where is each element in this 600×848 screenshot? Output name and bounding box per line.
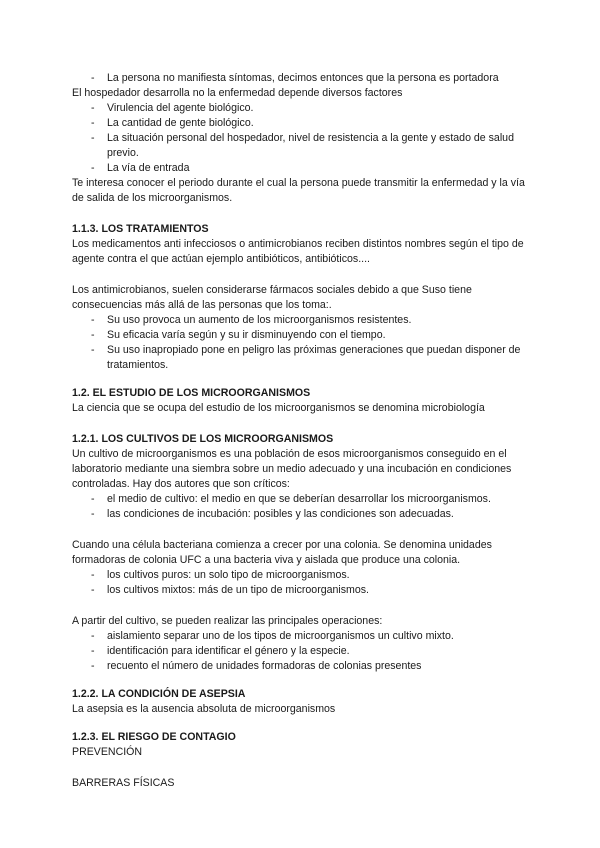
section-heading-1-2: 1.2. EL ESTUDIO DE LOS MICROORGANISMOS (72, 387, 311, 399)
list-item: - identificación para identificar el género y la especie. (72, 644, 532, 659)
document-page (72, 71, 532, 791)
list-item: - los cultivos mixtos: más de un tipo de microorganismos. (72, 583, 532, 598)
list-item: - La situación personal del hospedador, nivel de resistencia a la gente y estado de salud previo. (72, 131, 532, 161)
list-item: - La vía de entrada (72, 161, 532, 176)
transmission-paragraph: Te interesa conocer el periodo durante el cual la persona puede transmitir la enfermedad y la vía de salida de los microorganismos. (72, 177, 525, 204)
list-item: - La persona no manifiesta síntomas, decimos entonces que la persona es portadora (72, 71, 532, 86)
section-heading-1-1-3: 1.1.3. LOS TRATAMIENTOS (72, 223, 209, 235)
list-item: - aislamiento separar uno de los tipos de microorganismos un cultivo mixto. (72, 629, 532, 644)
physical-barriers-subheading: BARRERAS FÍSICAS (72, 777, 175, 789)
list-item: - las condiciones de incubación: posibles y las condiciones son adecuadas. (72, 507, 532, 522)
list-item: - La cantidad de gente biológico. (72, 116, 532, 131)
list-item: - Su uso provoca un aumento de los microorganismos resistentes. (72, 313, 532, 328)
list-item: - Su eficacia varía según y su ir disminuyendo con el tiempo. (72, 328, 532, 343)
host-paragraph: El hospedador desarrolla no la enfermedad depende diversos factores (72, 87, 403, 99)
section-heading-1-2-2: 1.2.2. LA CONDICIÓN DE ASEPSIA (72, 688, 246, 700)
list-item: - los cultivos puros: un solo tipo de microorganismos. (72, 568, 532, 583)
list-item: - Virulencia del agente biológico. (72, 101, 532, 116)
section-heading-1-2-1: 1.2.1. LOS CULTIVOS DE LOS MICROORGANISMOS (72, 433, 334, 445)
list-item: - el medio de cultivo: el medio en que se deberían desarrollar los microorganismos. (72, 492, 532, 507)
cultures-bullet-list-3 (72, 629, 532, 674)
cultures-bullet-list-1 (72, 492, 532, 522)
treatments-paragraph-1: Los medicamentos anti infecciosos o antimicrobianos reciben distintos nombres según el tipo de agente contra el que actúan ejemplo antibióticos, antibióticos.... (72, 238, 524, 265)
prevention-subheading: PREVENCIÓN (72, 746, 143, 758)
cultures-paragraph-3: A partir del cultivo, se pueden realizar las principales operaciones: (72, 615, 383, 627)
asepsis-paragraph: La asepsia es la ausencia absoluta de microorganismos (72, 703, 336, 715)
list-item: - Su uso inapropiado pone en peligro las próximas generaciones que puedan disponer de tratamientos. (72, 343, 532, 373)
list-item: - recuento el número de unidades formadoras de colonias presentes (72, 659, 532, 674)
cultures-bullet-list-2 (72, 568, 532, 598)
treatments-paragraph-2: Los antimicrobianos, suelen considerarse fármacos sociales debido a que Suso tiene consecuencias más allá de las personas que los toma:. (72, 284, 472, 311)
microbiology-paragraph: La ciencia que se ocupa del estudio de los microorganismos se denomina microbiología (72, 402, 485, 414)
host-factors-list (72, 101, 532, 176)
intro-bullet-list (72, 71, 532, 86)
section-heading-1-2-3: 1.2.3. EL RIESGO DE CONTAGIO (72, 731, 236, 743)
treatments-bullet-list (72, 313, 532, 373)
cultures-paragraph-2: Cuando una célula bacteriana comienza a crecer por una colonia. Se denomina unidades formadoras de colonia UFC a una bacteria viva y aislada que produce una colonia. (72, 539, 492, 566)
cultures-paragraph-1: Un cultivo de microorganismos es una población de esos microorganismos conseguido en el laboratorio mediante una siembra sobre un medio adecuado y una incubación en condiciones controladas. Hay dos autores que son críticos: (72, 448, 512, 490)
